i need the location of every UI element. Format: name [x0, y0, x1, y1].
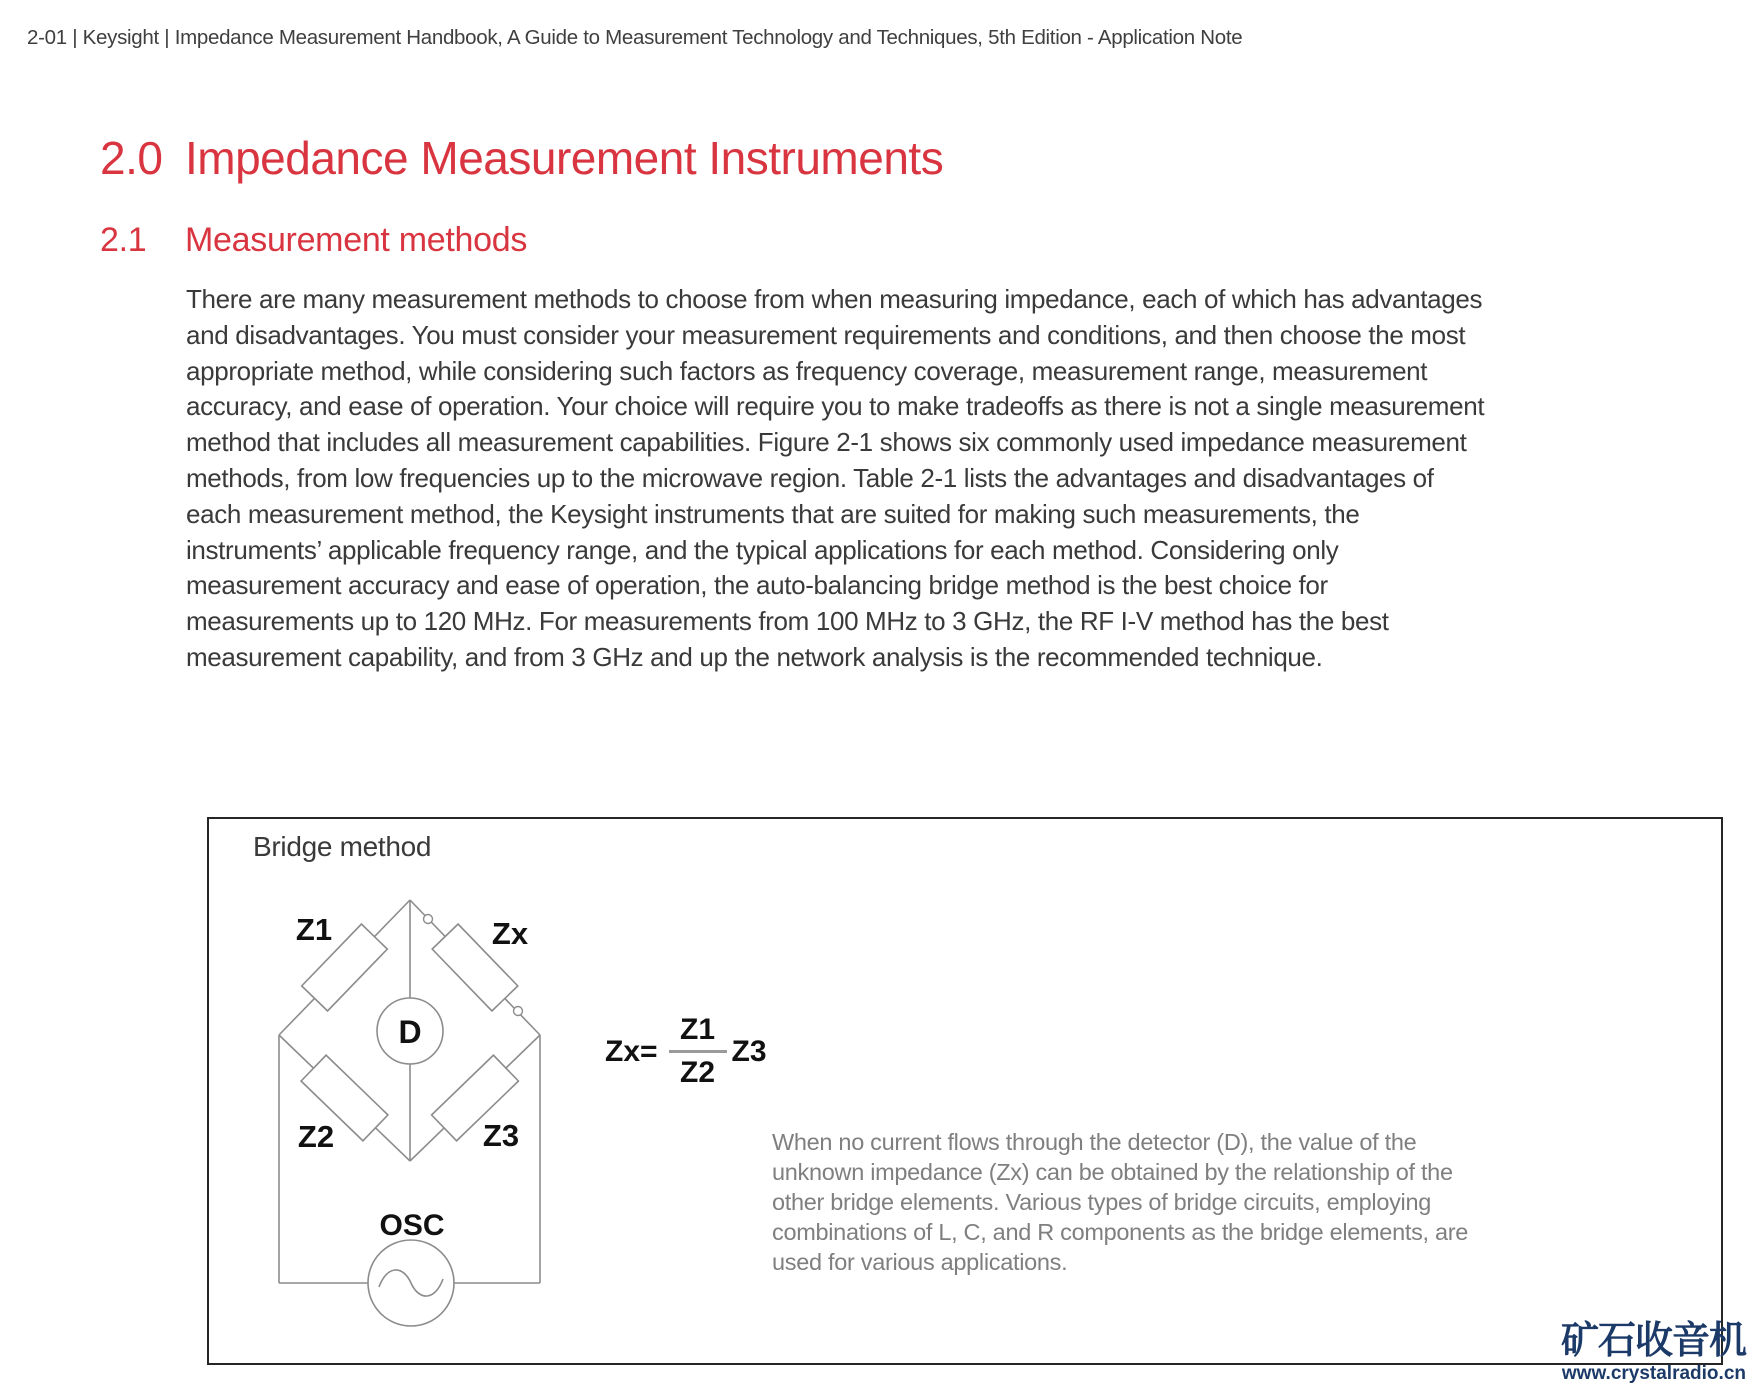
caption-line: unknown impedance (Zx) can be obtained by the relationship of the — [772, 1159, 1453, 1185]
label-z2: Z2 — [297, 1119, 335, 1154]
subsection-heading — [100, 221, 527, 260]
terminal-lower — [514, 1007, 523, 1016]
figure-caption — [772, 1127, 1468, 1277]
watermark — [1561, 1320, 1746, 1386]
caption-line: other bridge elements. Various types of bridge circuits, employing — [772, 1189, 1431, 1215]
caption-line: combinations of L, C, and R components as the bridge elements, are — [772, 1219, 1469, 1245]
section-number: 2.0 — [100, 132, 163, 184]
watermark-logo: 矿石收音机 — [1560, 1320, 1746, 1362]
figure-box — [207, 817, 1723, 1365]
body-line: method that includes all measurement capabilities. Figure 2-1 shows six commonly used impedance measurement — [186, 427, 1467, 458]
label-z3: Z3 — [482, 1118, 520, 1153]
subsection-title: Measurement methods — [185, 221, 528, 259]
equation-denominator: Z2 — [680, 1056, 716, 1089]
body-line: measurement accuracy and ease of operation, the auto-balancing bridge method is the best choice for — [186, 570, 1328, 601]
equation-fraction — [668, 1015, 728, 1088]
body-line: each measurement method, the Keysight instruments that are suited for making such measurements, the — [186, 498, 1360, 529]
equation-numerator: Z1 — [680, 1013, 716, 1046]
bridge-circuit-diagram — [209, 819, 599, 1367]
caption-line: When no current flows through the detector (D), the value of the — [772, 1129, 1417, 1155]
body-line: measurement capability, and from 3 GHz and up the network analysis is the recommended technique. — [186, 641, 1323, 672]
caption-line: used for various applications. — [772, 1249, 1068, 1275]
watermark-url: www.crystalradio.cn — [1561, 1363, 1746, 1384]
label-detector: D — [398, 1014, 422, 1050]
body-paragraph — [186, 282, 1484, 676]
section-title: Impedance Measurement Instruments — [185, 132, 944, 184]
section-heading — [100, 131, 943, 185]
subsection-number: 2.1 — [100, 221, 147, 259]
figure-title: Bridge method — [253, 831, 432, 862]
body-line: appropriate method, while considering such factors as frequency coverage, measurement range, measurement — [186, 355, 1428, 386]
label-z1: Z1 — [295, 912, 333, 947]
body-line: measurements up to 120 MHz. For measurements from 100 MHz to 3 GHz, the RF I-V method has the best — [186, 606, 1389, 637]
bridge-equation — [605, 1015, 767, 1088]
body-line: instruments’ applicable frequency range, and the typical applications for each method. Considering only — [186, 534, 1339, 565]
body-line: accuracy, and ease of operation. Your choice will require you to make tradeoffs as there is not a single measurement — [186, 391, 1485, 422]
label-zx: Zx — [491, 916, 529, 951]
body-line: and disadvantages. You must consider your measurement requirements and conditions, and then choose the most — [186, 319, 1466, 350]
label-oscillator: OSC — [379, 1209, 445, 1242]
equation-factor: Z3 — [731, 1034, 767, 1068]
equation-lhs: Zx= — [605, 1034, 658, 1068]
page-header: 2-01 | Keysight | Impedance Measurement Handbook, A Guide to Measurement Technology and Techniques, 5th Edition - Application Note — [27, 26, 1243, 49]
body-line: methods, from low frequencies up to the microwave region. Table 2-1 lists the advantages and disadvantages of — [186, 462, 1434, 493]
fraction-bar — [669, 1050, 727, 1053]
terminal-upper — [424, 915, 433, 924]
body-line: There are many measurement methods to choose from when measuring impedance, each of which has advantages — [186, 284, 1483, 314]
